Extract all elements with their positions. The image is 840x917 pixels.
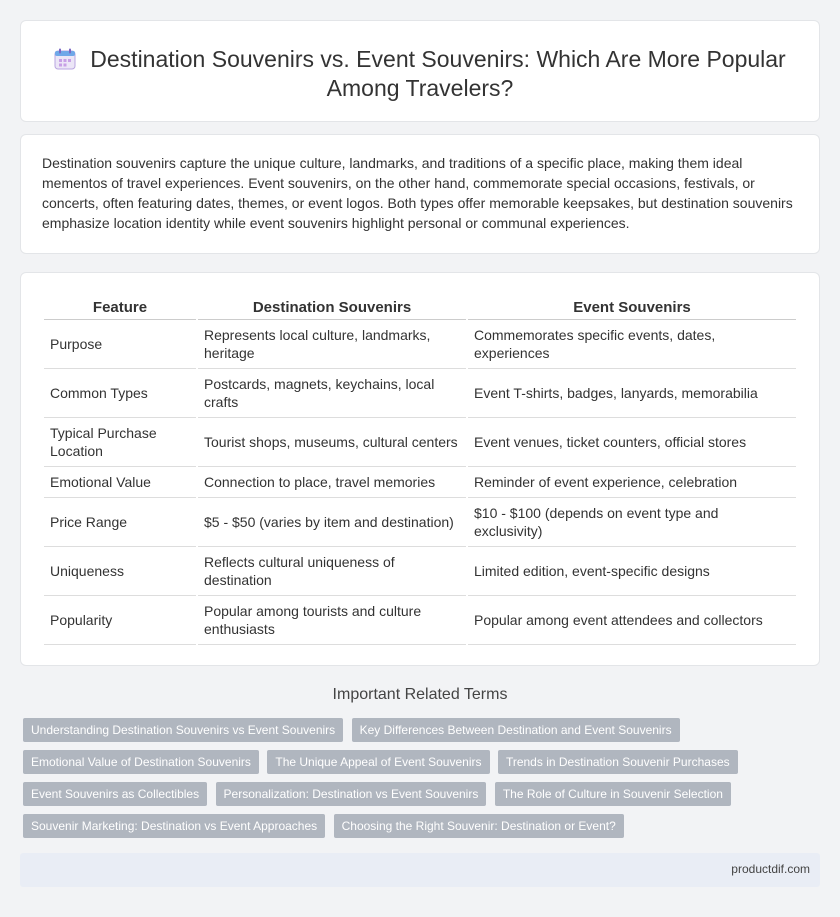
cell-event: $10 - $100 (depends on event type and exclusivity): [468, 498, 796, 547]
table-row: [44, 320, 796, 369]
table-row: [44, 547, 796, 596]
cell-destination: Represents local culture, landmarks, heritage: [198, 320, 466, 369]
page-title-wrap: [21, 45, 819, 103]
title-card: [20, 20, 820, 122]
cell-event: Limited edition, event-specific designs: [468, 547, 796, 596]
tag-row: [23, 782, 803, 814]
tag-row: [23, 750, 803, 782]
cell-event: Event T-shirts, badges, lanyards, memorabilia: [468, 369, 796, 418]
page-title: Destination Souvenirs vs. Event Souvenirs: Which Are More Popular Among Travelers?: [90, 46, 786, 101]
calendar-icon: [54, 48, 76, 70]
cell-destination: Tourist shops, museums, cultural centers: [198, 418, 466, 467]
related-tags: [23, 718, 803, 846]
related-tag[interactable]: The Unique Appeal of Event Souvenirs: [267, 750, 489, 774]
tag-row: [23, 814, 803, 846]
cell-event: Popular among event attendees and collectors: [468, 596, 796, 645]
table-row: [44, 596, 796, 645]
comparison-card: [20, 272, 820, 666]
table-row: [44, 418, 796, 467]
cell-feature: Popularity: [44, 596, 196, 645]
table-row: [44, 498, 796, 547]
header-feature: Feature: [44, 295, 196, 320]
comparison-table: [42, 295, 798, 645]
cell-event: Commemorates specific events, dates, experiences: [468, 320, 796, 369]
related-tag[interactable]: Personalization: Destination vs Event Souvenirs: [216, 782, 487, 806]
tag-row: [23, 718, 803, 750]
cell-destination: Popular among tourists and culture enthusiasts: [198, 596, 466, 645]
cell-event: Event venues, ticket counters, official stores: [468, 418, 796, 467]
related-tag[interactable]: Choosing the Right Souvenir: Destination or Event?: [334, 814, 624, 838]
related-terms-title: Important Related Terms: [332, 686, 508, 703]
related-tag[interactable]: Key Differences Between Destination and Event Souvenirs: [352, 718, 680, 742]
cell-feature: Purpose: [44, 320, 196, 369]
intro-paragraph: Destination souvenirs capture the unique culture, landmarks, and traditions of a specific place, making them ideal mementos of travel experiences. Event souvenirs, on the other hand, commemorate special occasions, festivals, or concerts, often featuring dates, themes, or event logos. Both types offer memorable keepsakes, but destination souvenirs emphasize location identity while event souvenirs highlight personal or communal experiences.: [42, 155, 793, 231]
cell-destination: Postcards, magnets, keychains, local crafts: [198, 369, 466, 418]
table-row: [44, 467, 796, 498]
related-tag[interactable]: Trends in Destination Souvenir Purchases: [498, 750, 738, 774]
header-destination: Destination Souvenirs: [198, 295, 466, 320]
table-row: [44, 369, 796, 418]
related-tag[interactable]: Event Souvenirs as Collectibles: [23, 782, 207, 806]
related-tag[interactable]: Understanding Destination Souvenirs vs Event Souvenirs: [23, 718, 343, 742]
header-event: Event Souvenirs: [468, 295, 796, 320]
cell-destination: $5 - $50 (varies by item and destination): [198, 498, 466, 547]
cell-event: Reminder of event experience, celebration: [468, 467, 796, 498]
cell-feature: Common Types: [44, 369, 196, 418]
footer-site-link[interactable]: productdif.com: [731, 862, 810, 876]
cell-feature: Price Range: [44, 498, 196, 547]
cell-feature: Uniqueness: [44, 547, 196, 596]
footer: [20, 853, 820, 887]
related-tag[interactable]: Emotional Value of Destination Souvenirs: [23, 750, 259, 774]
cell-feature: Typical Purchase Location: [44, 418, 196, 467]
related-tag[interactable]: The Role of Culture in Souvenir Selection: [495, 782, 731, 806]
table-header-row: [44, 295, 796, 320]
related-tag[interactable]: Souvenir Marketing: Destination vs Event Approaches: [23, 814, 325, 838]
cell-destination: Reflects cultural uniqueness of destination: [198, 547, 466, 596]
cell-destination: Connection to place, travel memories: [198, 467, 466, 498]
intro-card: [20, 134, 820, 254]
cell-feature: Emotional Value: [44, 467, 196, 498]
